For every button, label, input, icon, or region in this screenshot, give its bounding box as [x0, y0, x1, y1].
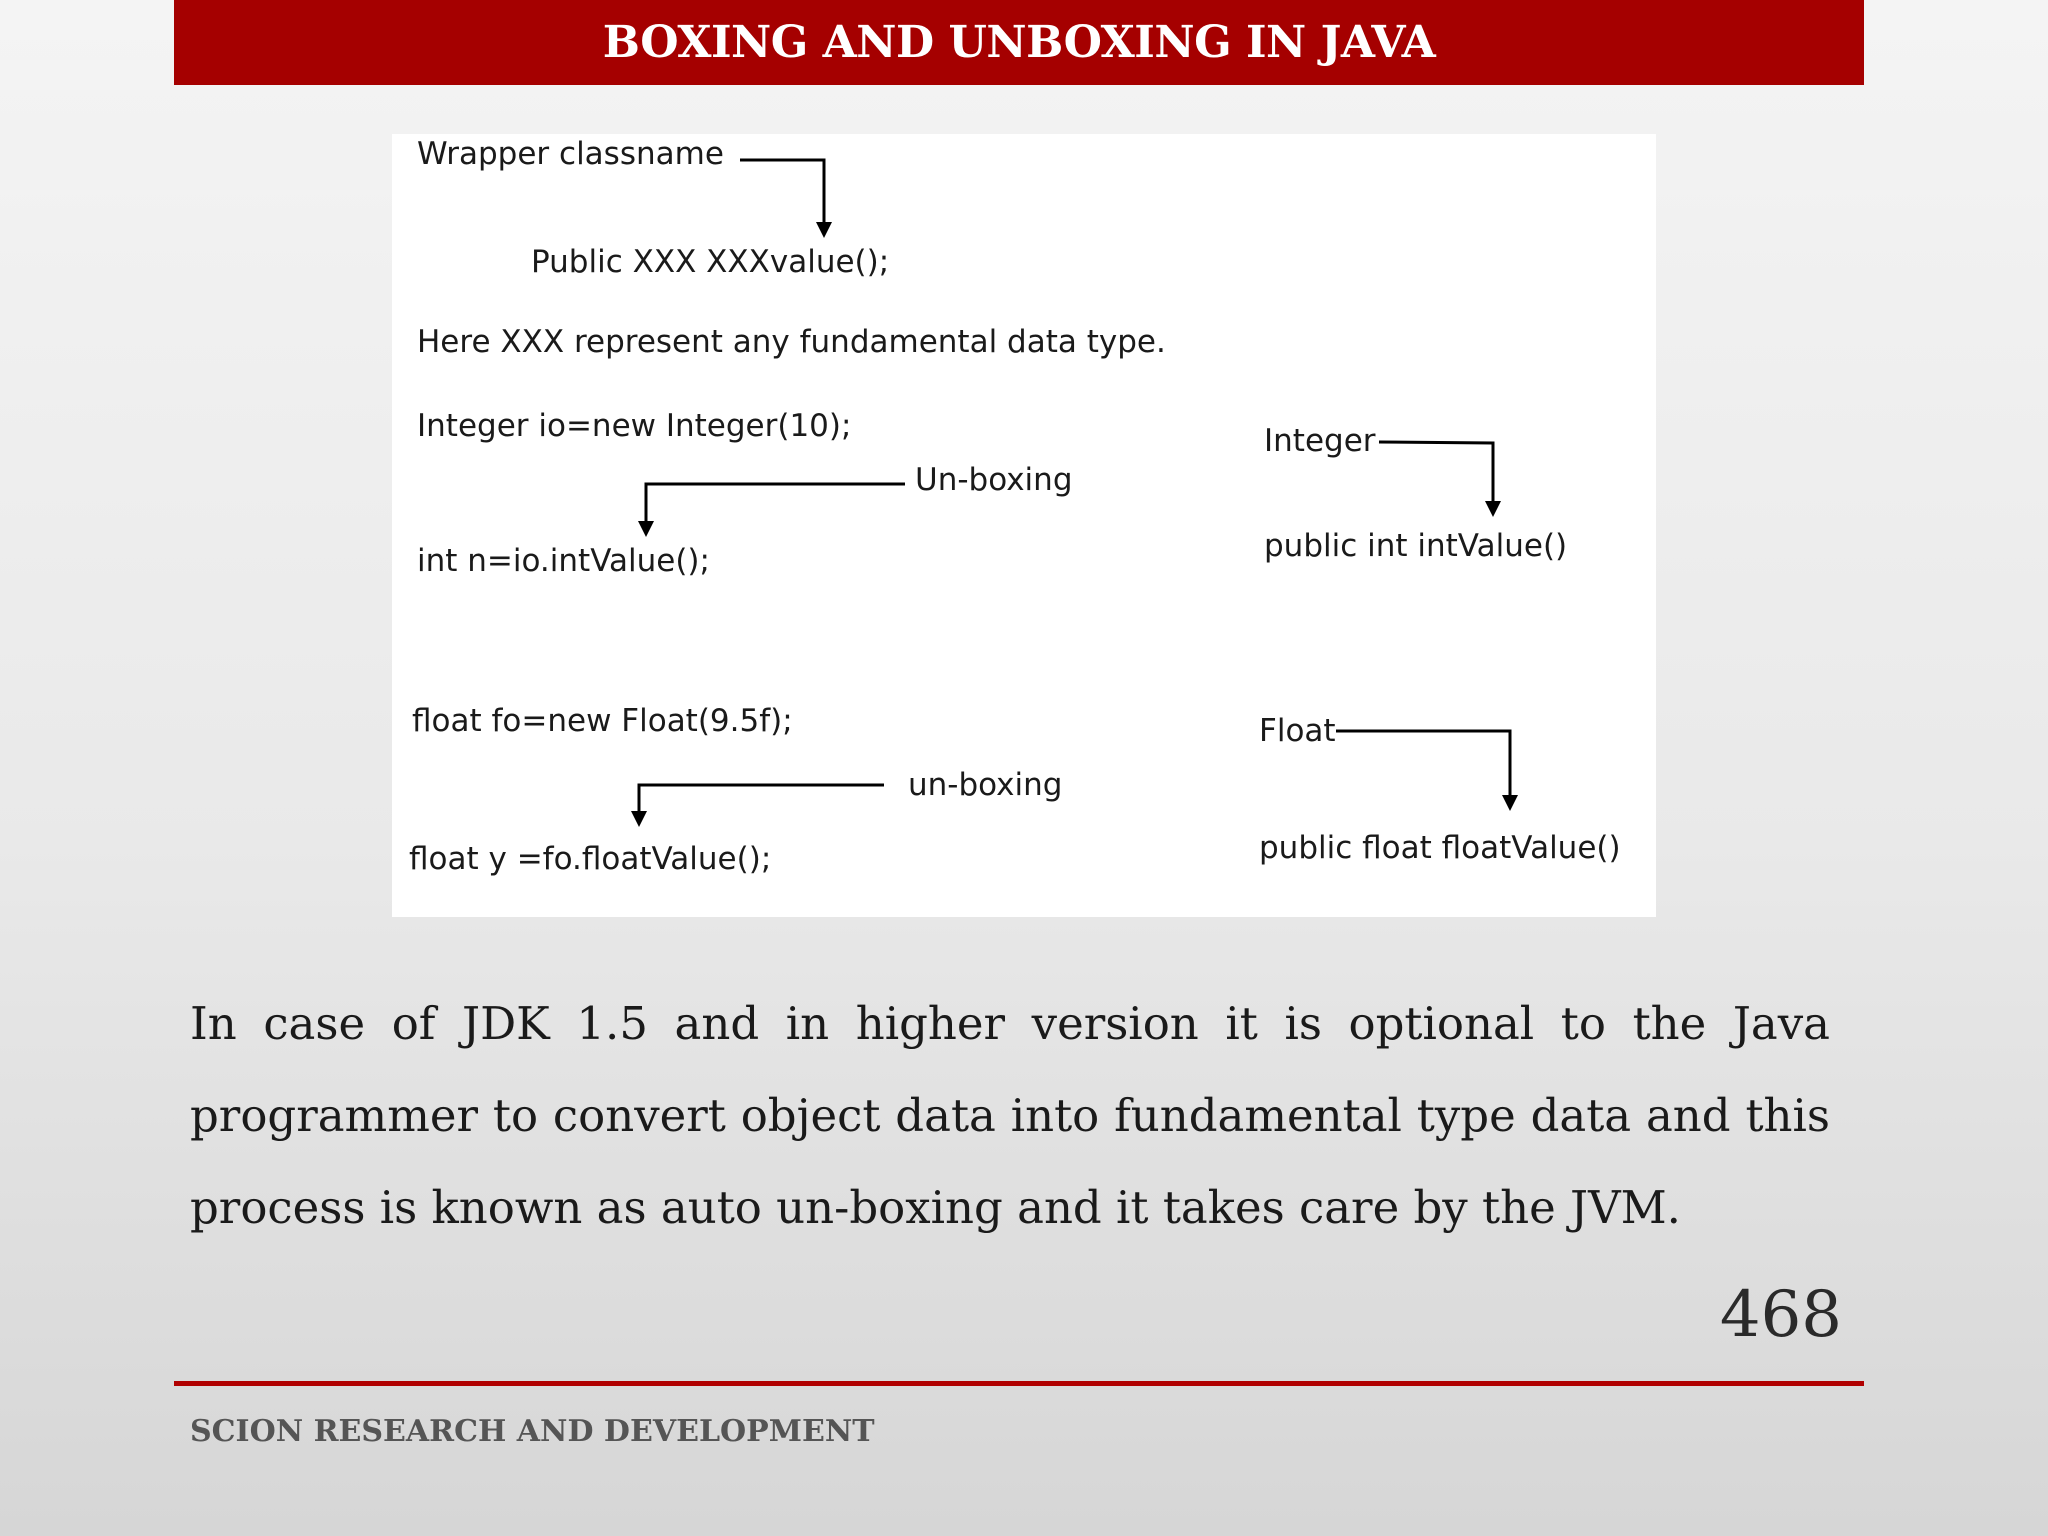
int-unboxing-result: int n=io.intValue(); [417, 543, 710, 579]
page-number: 468 [1719, 1278, 1842, 1352]
fundamental-type-note: Here XXX represent any fundamental data type. [417, 324, 1166, 360]
integer-method-arrow [1379, 442, 1493, 508]
int-unboxing-arrow [646, 484, 905, 528]
code-figure [392, 134, 1656, 917]
float-method-arrow [1336, 731, 1510, 802]
float-class-label: Float [1259, 713, 1336, 749]
footer-organization: SCION RESEARCH AND DEVELOPMENT [190, 1414, 875, 1449]
wrapper-classname-label: Wrapper classname [417, 136, 724, 172]
int-unboxing-label: Un-boxing [915, 462, 1073, 498]
int-value-method: public int intValue() [1264, 528, 1568, 564]
footer-divider [174, 1381, 1864, 1386]
slide-title: BOXING AND UNBOXING IN JAVA [602, 17, 1436, 68]
slide-body-text: In case of JDK 1.5 and in higher version it is optional to the Java programmer to convert object data into fundamental type data and this process is known as auto un-boxing and it takes care by the JVM. [190, 997, 1830, 1234]
float-method-arrowhead [1502, 795, 1518, 811]
slide-title-bar [174, 0, 1864, 85]
float-unboxing-label: un-boxing [908, 767, 1063, 803]
wrapper-arrowhead [816, 222, 832, 238]
int-unboxing-arrowhead [638, 521, 654, 537]
float-declaration: float fo=new Float(9.5f); [412, 703, 793, 739]
float-unboxing-arrowhead [631, 811, 647, 827]
float-unboxing-result: float y =fo.floatValue(); [409, 841, 772, 877]
wrapper-arrow [740, 160, 824, 229]
float-value-method: public float floatValue() [1259, 830, 1621, 866]
integer-class-label: Integer [1264, 423, 1376, 459]
integer-method-arrowhead [1485, 501, 1501, 517]
method-signature: Public XXX XXXvalue(); [531, 244, 890, 280]
float-unboxing-arrow [639, 785, 884, 818]
integer-declaration: Integer io=new Integer(10); [417, 408, 852, 444]
